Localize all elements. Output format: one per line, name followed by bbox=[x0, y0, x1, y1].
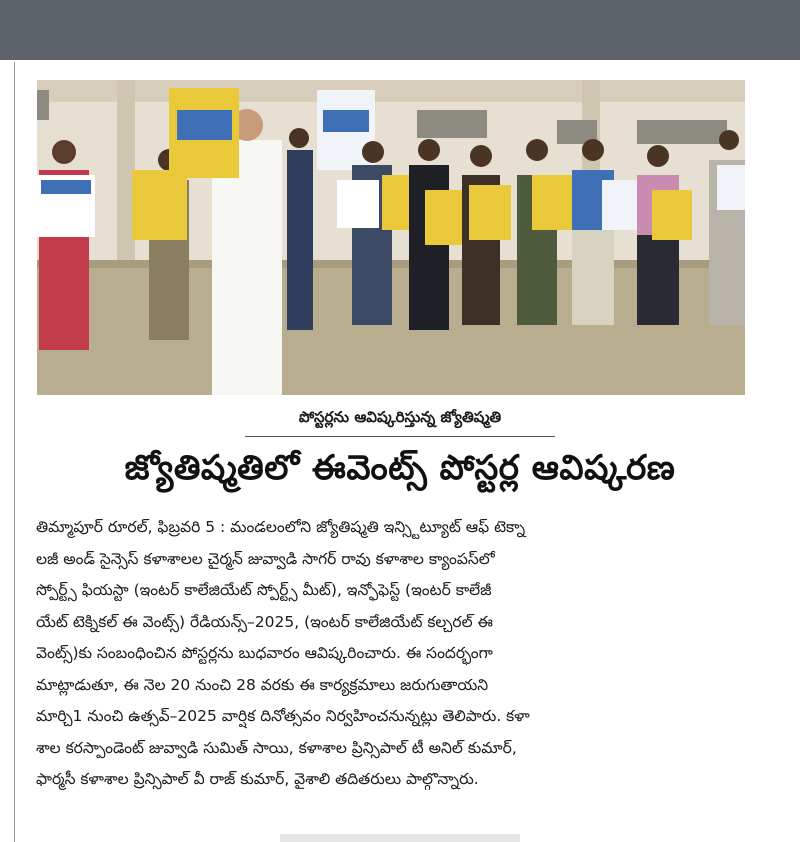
body-line: స్పోర్ట్స్ ఫియస్టా (ఇంటర్ కాలేజియేట్ స్పోర్ట్స్ మీట్), ఇన్ఫోఫెస్ట్ (ఇంటర్ కాలేజీ bbox=[36, 581, 492, 599]
article-body bbox=[36, 512, 748, 796]
body-line: లజీ అండ్ సైన్సెస్ కళాశాలల చైర్మన్ జువ్వాడి సాగర్ రావు కళాశాల క్యాంపస్‌లో bbox=[36, 549, 495, 568]
body-line: మార్చి1 నుంచి ఉత్సవ్–2025 వార్షిక దినోత్సవం నిర్వహించనున్నట్లు తెలిపారు. కళా bbox=[36, 707, 530, 725]
viewer-top-bar bbox=[0, 0, 800, 60]
body-line: శాల కరస్పాండెంట్ జువ్వాడి సుమిత్ సాయి, కళాశాల ప్రిన్సిపాల్ టీ అనిల్ కుమార్, bbox=[36, 738, 517, 757]
body-line: ఫార్మసీ కళాశాల ప్రిన్సిపాల్ వీ రాజ్ కుమార్, వైశాలి తదితరులు పాల్గొన్నారు. bbox=[36, 770, 479, 788]
body-line: తిమ్మాపూర్ రూరల్, ఫిబ్రవరి 5 : మండలంలోని జ్యోతిష్మతి ఇన్స్టిట్యూట్ ఆఫ్ టెక్నా bbox=[36, 518, 526, 536]
photo-illustration bbox=[37, 80, 745, 395]
body-line: మాట్లాడుతూ, ఈ నెల 20 నుంచి 28 వరకు ఈ కార్యక్రమాలు జరుగుతాయని bbox=[36, 675, 489, 694]
news-photo bbox=[37, 80, 745, 395]
body-line: యేట్ టెక్నికల్ ఈ వెంట్స్) రేడియన్స్–2025, (ఇంటర్ కాలేజియేట్ కల్చరల్ ఈ bbox=[36, 612, 493, 631]
article-headline: జ్యోతిష్మతిలో ఈవెంట్స్ పోస్టర్ల ఆవిష్కరణ bbox=[124, 448, 676, 488]
body-line: వెంట్స్)కు సంబంధించిన పోస్టర్లను బుధవారం ఆవిష్కరించారు. ఈ సందర్భంగా bbox=[36, 644, 493, 662]
next-article-fragment bbox=[280, 834, 520, 842]
photo-caption: పోస్టర్లను ఆవిష్కరిస్తున్న జ్యోతిష్మతి bbox=[298, 408, 502, 426]
caption-underline bbox=[245, 436, 555, 437]
